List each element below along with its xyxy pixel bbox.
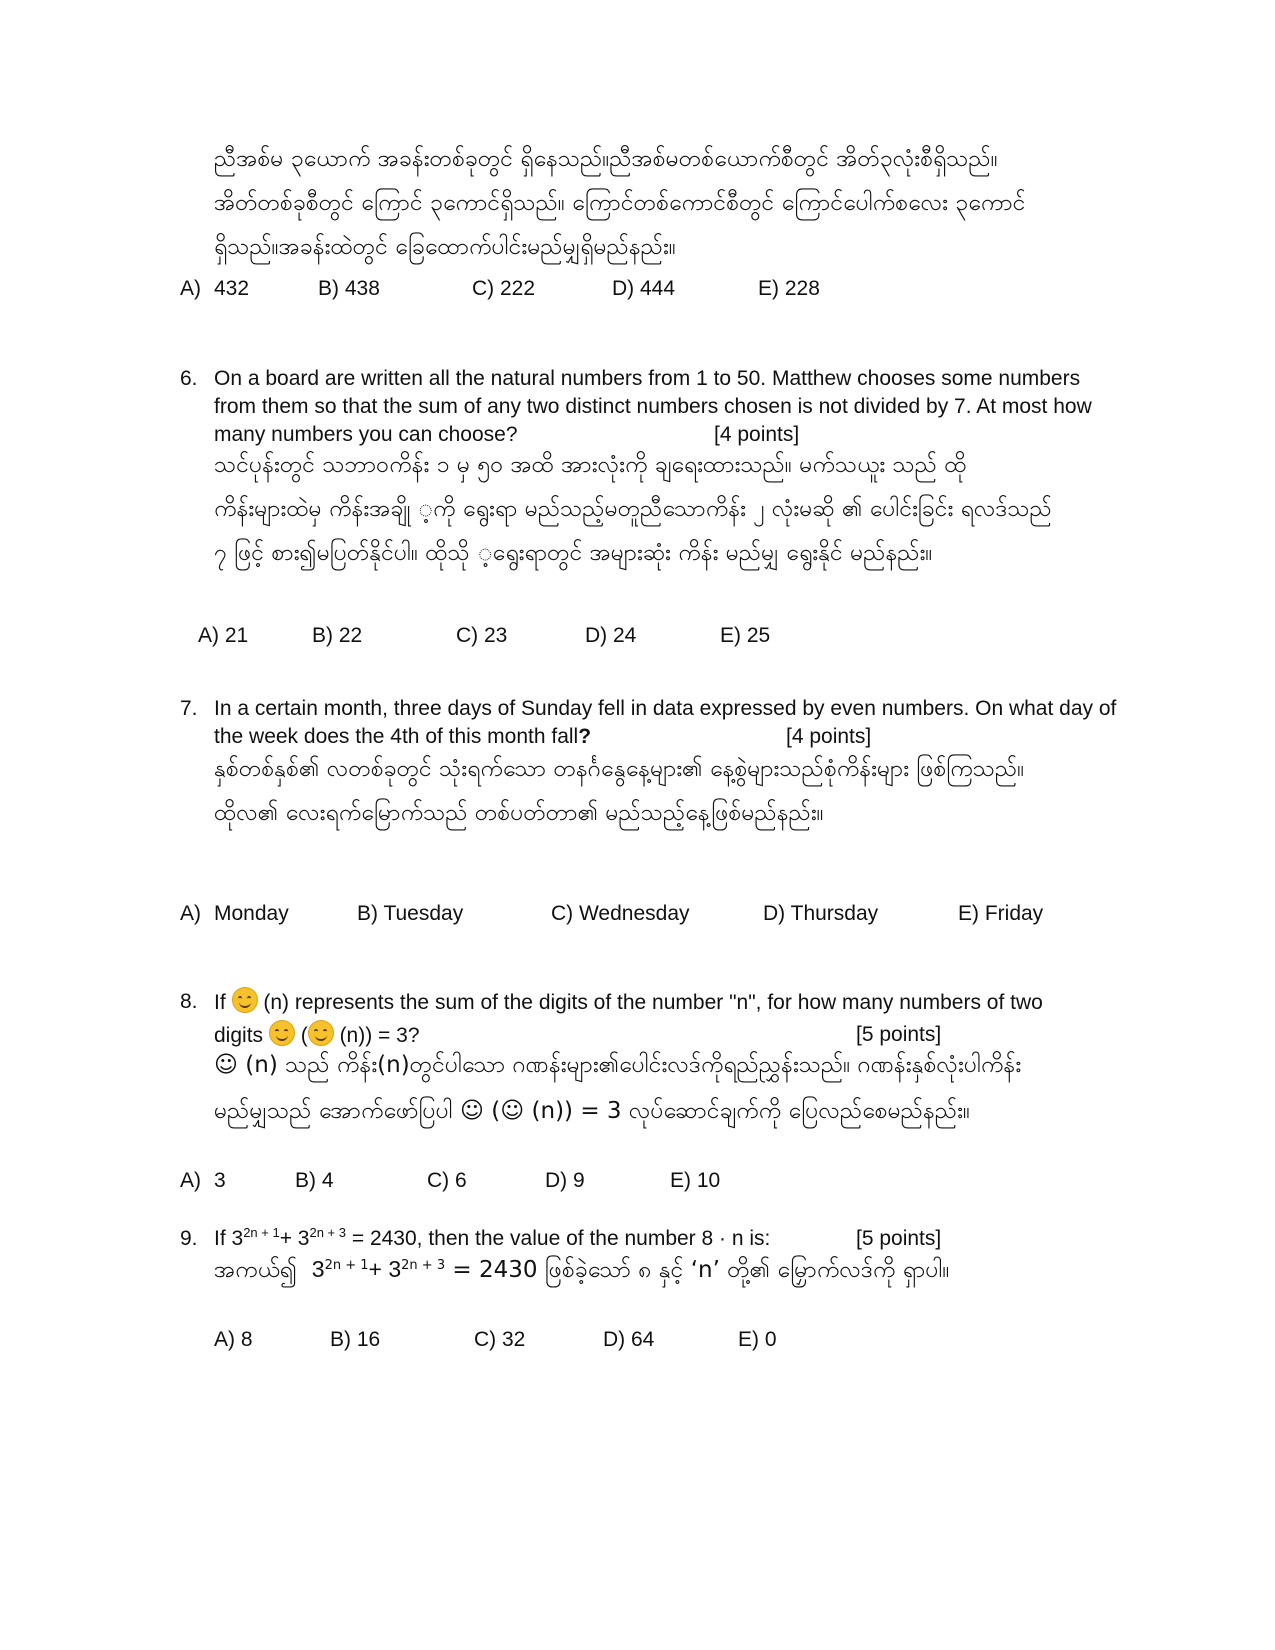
q9-my-line	[214, 1246, 949, 1293]
q8-option-a-label: A)	[180, 1169, 201, 1192]
q7-en-line-1: In a certain month, three days of Sunday fell in data expressed by even numbers. On what day of	[214, 697, 1117, 720]
q8-my-line-2: မည်မျှသည် အောက်ဖော်ပြပါ ☺ (☺ (n)) = 3 လုပ်ဆောင်ချက်ကို ပြေလည်စေမည်နည်း။	[214, 1098, 970, 1124]
q6-option-a: A) 21	[198, 624, 249, 647]
q6-my-line-1: သင်ပုန်းတွင် သဘာဝကိန်း ၁ မှ ၅၀ အထိ အားလုံးကို ချရေးထားသည်။ မက်သယူး သည် ထို	[214, 452, 967, 478]
q7-en-line-2-text: the week does the 4th of this month fall	[214, 725, 579, 748]
q6-option-b: B) 22	[312, 624, 363, 647]
q8-option-d: D) 9	[545, 1169, 585, 1192]
q5-option-a-label: A)	[180, 277, 201, 300]
q7-option-a-label: A)	[180, 902, 201, 925]
q9-option-c: C) 32	[474, 1328, 526, 1351]
q8-option-b: B) 4	[295, 1169, 334, 1192]
q5-my-line-2: အိတ်တစ်ခုစီတွင် ကြောင် ၃ကောင်ရှိသည်။ ကြောင်တစ်ကောင်စီတွင် ကြောင်ပေါက်စလေး ၃ကောင်	[214, 190, 1026, 216]
q5-my-line-3: ရှိသည်။အခန်းထဲတွင် ခြေထောက်ပါင်းမည်မျှရှိမည်နည်း။	[214, 234, 676, 260]
q6-option-e: E) 25	[720, 624, 771, 647]
q7-option-e: E) Friday	[958, 902, 1044, 925]
q5-option-b: B) 438	[318, 277, 380, 300]
q5-option-a: 432	[214, 277, 250, 300]
q7-points: [4 points]	[786, 725, 872, 748]
q8-option-c: C) 6	[427, 1169, 467, 1192]
q5-option-c: C) 222	[472, 277, 536, 300]
q8-en-line-1-text: (n) represents the sum of the digits of the number "n", for how many numbers of two	[263, 991, 1043, 1014]
q9-option-b: B) 16	[330, 1328, 381, 1351]
q5-option-e: E) 228	[758, 277, 820, 300]
smiley-icon	[232, 987, 258, 1013]
q5-option-d: D) 444	[612, 277, 676, 300]
q9-my-if: အကယ်၍	[214, 1257, 298, 1283]
q9-option-a: A) 8	[214, 1328, 253, 1351]
q7-option-d: D) Thursday	[763, 902, 879, 925]
q8-en-digits: digits	[214, 1024, 264, 1047]
q9-my-exp1: 2n + 1	[324, 1258, 369, 1273]
q7-option-c: C) Wednesday	[551, 902, 690, 925]
q9-en-base2: + 3	[279, 1227, 310, 1250]
q9-my-exp2: 2n + 3	[401, 1258, 446, 1273]
q8-en-if: If	[214, 991, 226, 1014]
q9-number: 9.	[180, 1227, 198, 1250]
q6-number: 6.	[180, 367, 198, 390]
q9-points: [5 points]	[856, 1227, 942, 1250]
q6-my-line-3: ၇ ဖြင့် စား၍မပြတ်နိုင်ပါ။ ထိုသို ့ရွေးရာတွင် အများဆုံး ကိန်း မည်မျှ ရွေးနိုင် မည်နည်း။	[214, 540, 933, 566]
q7-my-line-1: နှစ်တစ်နှစ်၏ လတစ်ခုတွင် သုံးရက်သော တနင်္ဂနွေနေ့များ၏ နေ့စွဲများသည်စုံကိန်းများ ဖြစ်ကြသည်။	[214, 756, 1025, 782]
q5-my-line-1: ညီအစ်မ ၃ယောက် အခန်းတစ်ခုတွင် ရှိနေသည်။ညီအစ်မတစ်ယောက်စီတွင် အိတ်၃လုံးစီရှိသည်။	[214, 146, 998, 172]
q8-en-equation: (n)) = 3?	[339, 1024, 420, 1047]
q6-points: [4 points]	[714, 423, 800, 446]
q9-en-exp1: 2n + 1	[243, 1225, 280, 1240]
q8-en-line-1	[214, 987, 1043, 1017]
q8-points: [5 points]	[856, 1023, 942, 1046]
q7-option-a: Monday	[214, 902, 289, 925]
q6-en-line-3: many numbers you can choose?	[214, 423, 518, 446]
q9-my-base1: 3	[311, 1256, 325, 1282]
q7-number: 7.	[180, 697, 198, 720]
q9-en-exp2: 2n + 3	[309, 1225, 346, 1240]
q7-option-b: B) Tuesday	[357, 902, 464, 925]
q8-my-line-1: ☺ (n) သည် ကိန်း(n)တွင်ပါသော ဂဏန်းများ၏ပေါင်းလဒ်ကိုရည်ညွှန်းသည်။ ဂဏန်းနှစ်လုံးပါကိန်း	[214, 1052, 1022, 1078]
q9-en-rest: = 2430, then the value of the number 8 · n is:	[351, 1227, 771, 1250]
q9-option-d: D) 64	[603, 1328, 655, 1351]
q9-my-rest: = 2430 ဖြစ်ခဲ့သော် ၈ နှင့် ‘n’ တို့၏ မြှောက်လဒ်ကို ရှာပါ။	[452, 1257, 950, 1283]
q9-en-base1: If 3	[214, 1227, 244, 1250]
q8-option-a: 3	[214, 1169, 226, 1192]
q9-my-base2: + 3	[368, 1256, 402, 1282]
q6-option-d: D) 24	[585, 624, 637, 647]
q8-option-e: E) 10	[670, 1169, 721, 1192]
q7-my-line-2: ထိုလ၏ လေးရက်မြောက်သည် တစ်ပတ်တာ၏ မည်သည့်နေ့ဖြစ်မည်နည်း။	[214, 800, 824, 826]
q7-question-mark: ?	[578, 725, 592, 748]
q6-en-line-1: On a board are written all the natural numbers from 1 to 50. Matthew chooses some numbers	[214, 367, 1081, 390]
q6-my-line-2: ကိန်းများထဲမှ ကိန်းအချို ့ကို ရွေးရာ မည်သည့်မတူညီသောကိန်း ၂ လုံးမဆို ၏ ပေါင်းခြင်း ရလဒ်သည်	[214, 496, 1052, 522]
q8-en-paren: (	[300, 1024, 308, 1047]
q8-number: 8.	[180, 990, 198, 1013]
q9-option-e: E) 0	[738, 1328, 777, 1351]
q6-option-c: C) 23	[456, 624, 508, 647]
q6-en-line-2: from them so that the sum of any two distinct numbers chosen is not divided by 7. At most how	[214, 395, 1092, 418]
